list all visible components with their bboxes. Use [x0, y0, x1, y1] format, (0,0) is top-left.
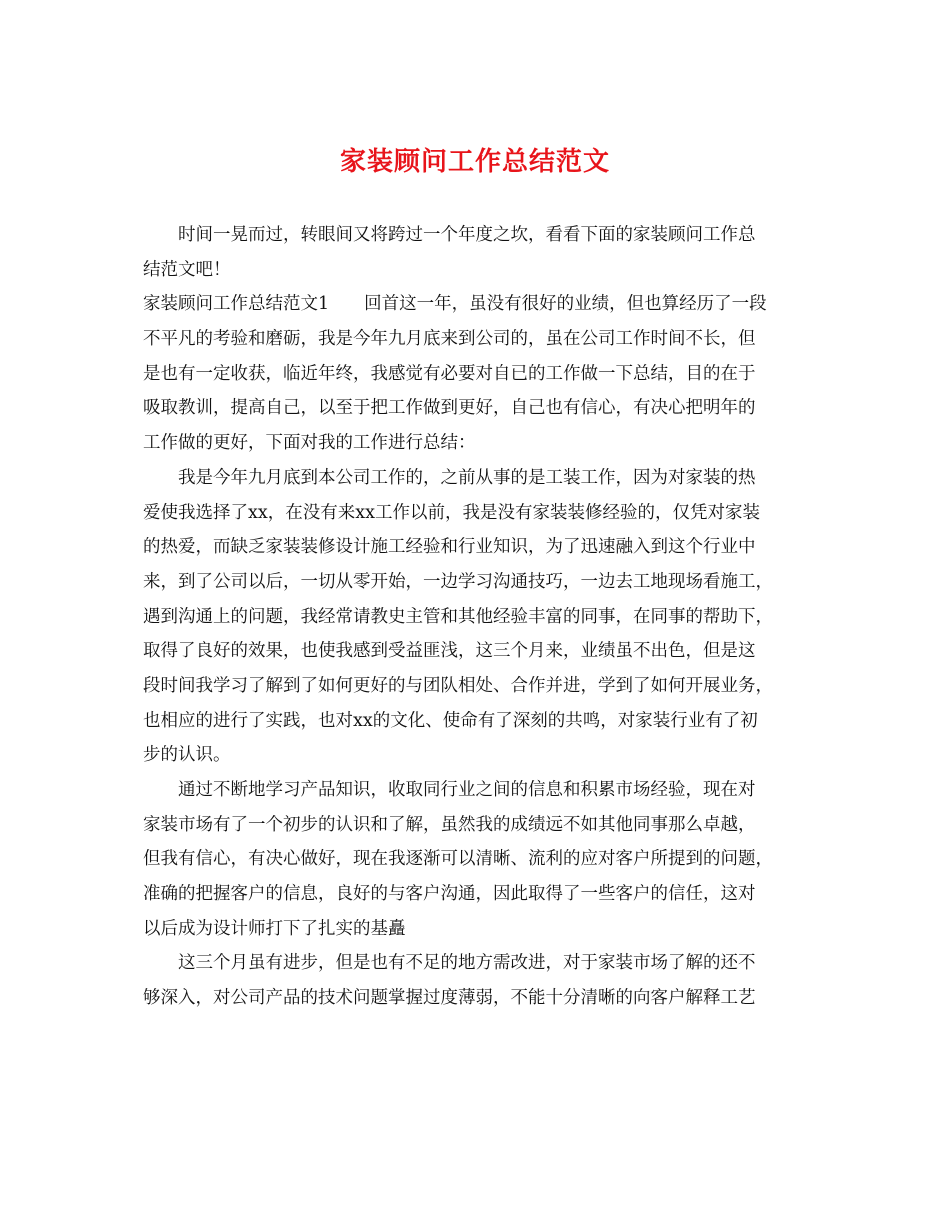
text-line: 吸取教训，提高自己，以至于把工作做到更好，自己也有信心，有决心把明年的 — [143, 398, 756, 419]
text-line: 准确的把握客户的信息，良好的与客户沟通，因此取得了一些客户的信任，这对 — [143, 884, 756, 905]
text-line: 以后成为设计师打下了扎实的基矗 — [143, 918, 406, 939]
text-line: 爱使我选择了xx，在没有来xx工作以前，我是没有家装装修经验的，仅凭对家装 — [143, 502, 760, 523]
text-line: 的热爱，而缺乏家装装修设计施工经验和行业知识，为了迅速融入到这个行业中 — [143, 537, 756, 558]
text-line: 工作做的更好，下面对我的工作进行总结： — [143, 433, 476, 454]
text-line: 取得了良好的效果，也使我感到受益匪浅，这三个月来，业绩虽不出色，但是这 — [143, 641, 756, 662]
text-line: 家装市场有了一个初步的认识和了解，虽然我的成绩远不如其他同事那么卓越， — [143, 814, 756, 835]
document-title: 家装顾问工作总结范文 — [339, 147, 610, 177]
text-line: 通过不断地学习产品知识，收取同行业之间的信息和积累市场经验，现在对 — [178, 780, 756, 800]
text-line: 也相应的进行了实践，也对xx的文化、使命有了深刻的共鸣，对家装行业有了初 — [143, 710, 758, 731]
text-line: 但我有信心，有决心做好，现在我逐渐可以清晰、流利的应对客户所提到的问题， — [143, 849, 773, 870]
text-line: 是也有一定收获，临近年终，我感觉有必要对自已的工作做一下总结，目的在于 — [143, 363, 756, 384]
text-line: 段时间我学习了解到了如何更好的与团队相处、合作并进，学到了如何开展业务， — [143, 675, 773, 696]
text-line: 家装顾问工作总结范文1 回首这一年，虽没有很好的业绩，但也算经历了一段 — [143, 294, 767, 315]
text-line: 够深入，对公司产品的技术问题掌握过度薄弱，不能十分清晰的向客户解释工艺 — [143, 988, 756, 1009]
text-line: 结范文吧！ — [143, 259, 231, 280]
text-line: 步的认识。 — [143, 745, 231, 766]
text-line: 时间一晃而过，转眼间又将跨过一个年度之坎，看看下面的家装顾问工作总 — [178, 225, 756, 245]
document-body — [143, 218, 811, 1016]
text-line: 不平凡的考验和磨砺，我是今年九月底来到公司的，虽在公司工作时间不长，但 — [143, 329, 756, 350]
text-line: 这三个月虽有进步，但是也有不足的地方需改进，对于家装市场了解的还不 — [178, 953, 756, 974]
text-line: 来，到了公司以后，一切从零开始，一边学习沟通技巧，一边去工地现场看施工， — [143, 571, 773, 592]
text-line: 我是今年九月底到本公司工作的，之前从事的是工装工作，因为对家装的热 — [178, 467, 756, 488]
text-line: 遇到沟通上的问题，我经常请教史主管和其他经验丰富的同事，在同事的帮助下， — [143, 606, 773, 627]
